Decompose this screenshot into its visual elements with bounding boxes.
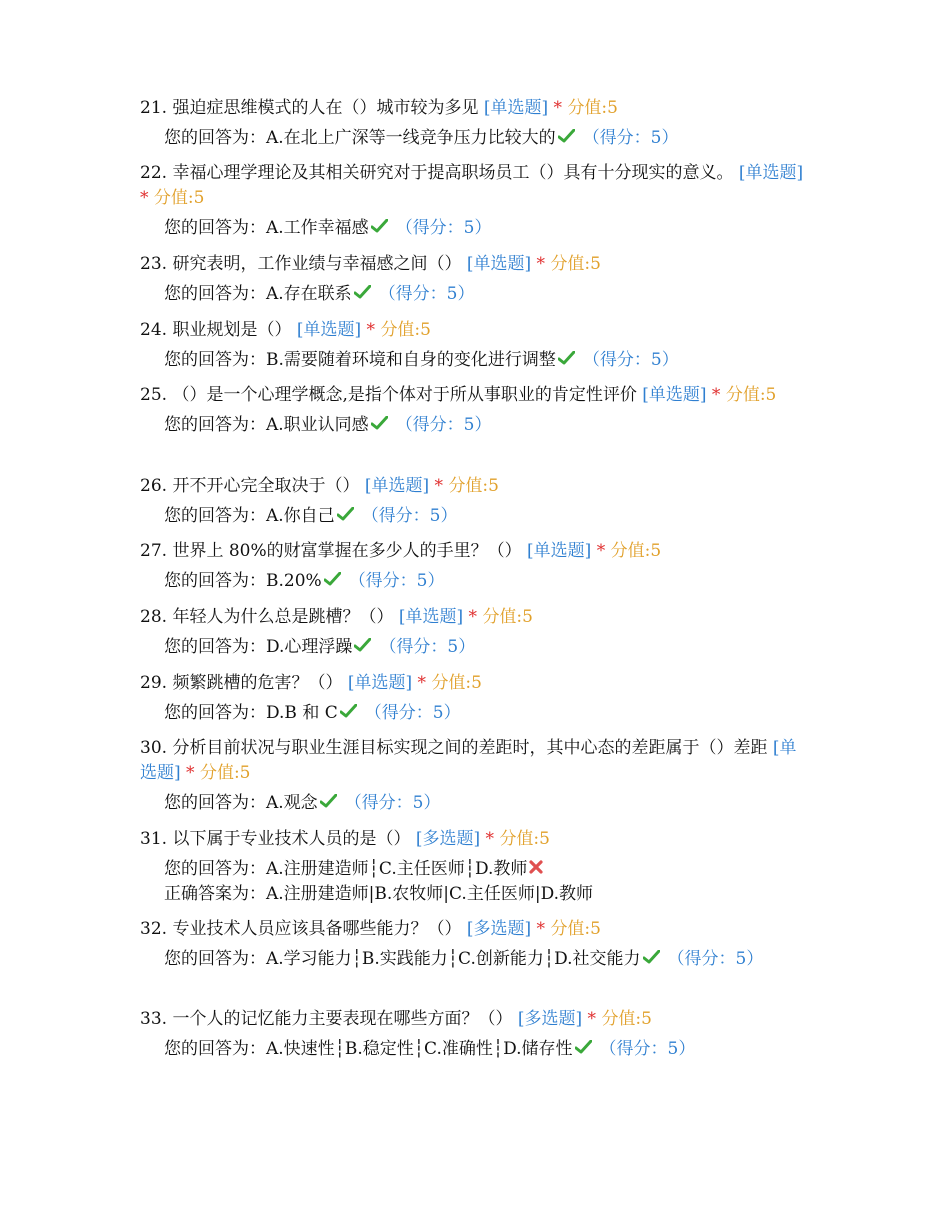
check-icon [320,794,337,808]
got-score: （得分：5） [667,949,764,969]
answer-line [164,504,808,529]
question-text: 23. 研究表明，工作业绩与幸福感之间（） [140,254,462,274]
score-value: 分值:5 [153,188,205,208]
question-text: 32. 专业技术人员应该具备哪些能力？（） [140,919,462,939]
question-text: 30. 分析目前状况与职业生涯目标实现之间的差距时，其中心态的差距属于（）差距 [140,738,768,758]
answer-text: A.在北上广深等一线竞争压力比较大的 [266,128,556,148]
check-icon [371,416,388,430]
check-icon [575,1040,592,1054]
question-line [140,318,808,343]
check-icon [324,572,341,586]
question-line [140,827,808,852]
question-text: 27. 世界上 80%的财富掌握在多少人的手里？（） [140,541,522,561]
required-star: * [596,541,606,561]
score-value: 分值:5 [380,320,431,340]
question-line [140,736,808,786]
question-block [140,671,808,726]
answer-line [164,348,808,373]
question-type: [单选题] [347,673,413,693]
answer-text: A.存在联系 [266,284,352,304]
answer-text: A.快速性┆B.稳定性┆C.准确性┆D.储存性 [266,1039,573,1059]
answer-line [164,791,808,816]
check-icon [354,285,371,299]
question-line [140,1007,808,1032]
question-type: [单选题] [398,607,464,627]
answer-label: 您的回答为： [164,415,266,435]
got-score: （得分：5） [599,1039,696,1059]
answer-text: D.B 和 C [266,703,338,723]
cross-icon [529,860,543,874]
question-block [140,605,808,660]
question-text: 24. 职业规划是（） [140,320,292,340]
required-star: * [536,254,546,274]
question-type: [单选题] [642,385,707,405]
check-icon [354,638,371,652]
answer-line [164,1037,808,1062]
question-type: [多选题] [517,1009,583,1029]
answer-text: A.工作幸福感 [266,218,369,238]
check-icon [558,129,575,143]
answer-label: 您的回答为： [164,949,266,969]
check-icon [558,351,575,365]
question-block [140,1007,808,1062]
answer-line [164,126,808,151]
got-score: （得分：5） [344,793,441,813]
question-line [140,252,808,277]
question-type: [多选题] [466,919,532,939]
required-star: * [587,1009,597,1029]
question-line [140,383,808,408]
answer-label: 您的回答为： [164,128,266,148]
answer-line [164,216,808,241]
got-score: （得分：5） [364,703,461,723]
question-text: 33. 一个人的记忆能力主要表现在哪些方面？（） [140,1009,513,1029]
required-star: * [711,385,721,405]
score-value: 分值:5 [610,541,662,561]
question-text: 26. 开不开心完全取决于（） [140,476,360,496]
required-star: * [417,673,427,693]
required-star: * [366,320,376,340]
answer-label: 您的回答为： [164,571,266,591]
question-block [140,318,808,373]
got-score: （得分：5） [379,637,476,657]
question-type: [单选题] [296,320,362,340]
question-type: [多选题] [415,829,481,849]
question-text: 22. 幸福心理学理论及其相关研究对于提高职场员工（）具有十分现实的意义。 [140,163,734,183]
question-type: [单选题] [738,163,804,183]
answer-text: A.注册建造师┆C.主任医师┆D.教师 [266,859,528,879]
answer-label: 您的回答为： [164,637,266,657]
answer-text: A.观念 [266,793,318,813]
answer-label: 您的回答为： [164,218,266,238]
correct-answer-line [164,882,808,907]
question-line [140,474,808,499]
question-block [140,383,808,438]
score-value: 分值:5 [482,607,533,627]
answer-text: B.需要随着环境和自身的变化进行调整 [266,350,556,370]
check-icon [340,704,357,718]
answer-line [164,635,808,660]
question-line [140,161,808,211]
required-star: * [186,763,195,783]
answer-label: 您的回答为： [164,703,266,723]
got-score: （得分：5） [582,128,679,148]
required-star: * [536,919,546,939]
question-block [140,917,808,972]
answer-line [164,413,808,438]
got-score: （得分：5） [395,415,492,435]
question-line [140,96,808,121]
got-score: （得分：5） [378,284,475,304]
question-block [140,161,808,241]
question-text: 21. 强迫症思维模式的人在（）城市较为多见 [140,98,479,118]
question-block [140,252,808,307]
answer-text: B.20% [266,571,322,591]
question-block [140,96,808,151]
score-value: 分值:5 [550,919,601,939]
got-score: （得分：5） [348,571,445,591]
required-star: * [434,476,444,496]
answer-text: D.心理浮躁 [266,637,353,657]
question-text: 29. 频繁跳槽的危害？（） [140,673,343,693]
question-type: [单选题] [527,541,592,561]
question-line [140,539,808,564]
question-line [140,671,808,696]
question-block [140,827,808,907]
score-value: 分值:5 [601,1009,652,1029]
correct-label: 正确答案为： [164,884,266,904]
answer-line [164,569,808,594]
required-star: * [140,188,149,208]
question-block [140,474,808,529]
got-score: （得分：5） [361,506,458,526]
score-value: 分值:5 [725,385,777,405]
score-value: 分值:5 [199,763,251,783]
answer-line [164,947,808,972]
answer-line [164,282,808,307]
question-line [140,605,808,630]
answer-text: A.职业认同感 [266,415,369,435]
required-star: * [553,98,563,118]
answer-text: A.你自己 [266,506,335,526]
question-block [140,736,808,816]
answer-line [164,701,808,726]
answer-line [164,857,808,882]
got-score: （得分：5） [395,218,492,238]
question-type: [单选题] [466,254,532,274]
answer-label: 您的回答为： [164,793,266,813]
answer-label: 您的回答为： [164,350,266,370]
score-value: 分值:5 [550,254,601,274]
answer-text: A.学习能力┆B.实践能力┆C.创新能力┆D.社交能力 [266,949,641,969]
question-type: [单选题] [483,98,549,118]
question-text: 31. 以下属于专业技术人员的是（） [140,829,411,849]
score-value: 分值:5 [448,476,499,496]
question-type: [单选题] [364,476,430,496]
answer-label: 您的回答为： [164,859,266,879]
required-star: * [485,829,495,849]
question-text: 25. （）是一个心理学概念,是指个体对于所从事职业的肯定性评价 [140,385,637,405]
score-value: 分值:5 [567,98,618,118]
question-block [140,539,808,594]
answer-label: 您的回答为： [164,506,266,526]
check-icon [371,219,388,233]
question-line [140,917,808,942]
score-value: 分值:5 [431,673,482,693]
question-type: [单选题] [140,738,797,783]
answer-label: 您的回答为： [164,1039,266,1059]
got-score: （得分：5） [582,350,679,370]
check-icon [643,950,660,964]
required-star: * [468,607,478,627]
question-text: 28. 年轻人为什么总是跳槽？（） [140,607,394,627]
answer-label: 您的回答为： [164,284,266,304]
correct-answer-text: A.注册建造师|B.农牧师|C.主任医师|D.教师 [266,884,593,904]
check-icon [337,507,354,521]
score-value: 分值:5 [499,829,550,849]
